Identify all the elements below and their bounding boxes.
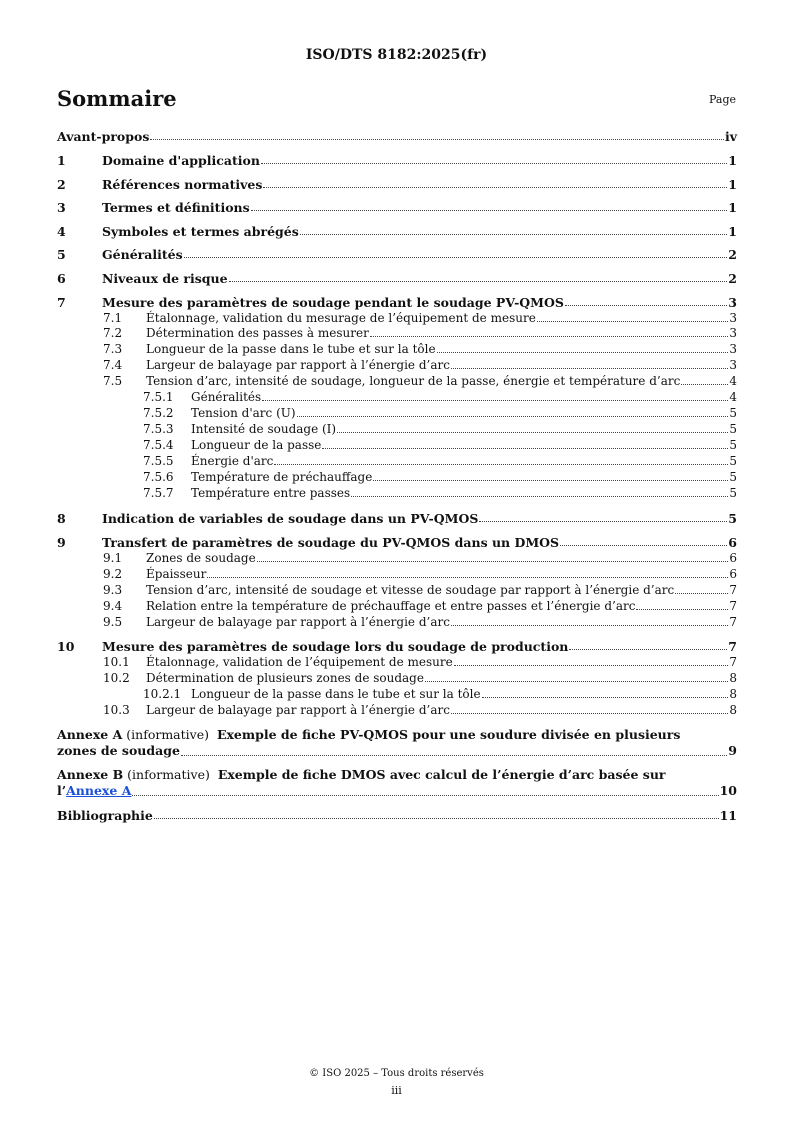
toc-entry[interactable] <box>57 407 737 420</box>
toc-leader <box>373 480 728 481</box>
toc-entry[interactable] <box>57 552 737 565</box>
toc-entry-page: 1 <box>728 200 737 215</box>
toc-entry-page: 5 <box>728 511 737 526</box>
toc-entry-label: Détermination des passes à mesurer <box>146 326 369 340</box>
toc-entry-number: 5 <box>57 247 66 262</box>
toc-entry[interactable] <box>57 672 737 685</box>
toc-entry[interactable] <box>57 455 737 468</box>
toc-entry-label: Mesure des paramètres de soudage lors du soudage de production <box>102 639 569 654</box>
toc-entry[interactable] <box>57 343 737 356</box>
toc-entry-label: Longueur de la passe <box>191 438 322 452</box>
toc-leader <box>681 384 728 385</box>
annex-b-title-line1: Exemple de fiche DMOS avec calcul de l’énergie d’arc basée sur <box>217 767 666 782</box>
toc-leader <box>322 448 728 449</box>
toc-entry-label: Relation entre la température de préchauffage et entre passes et l’énergie d’arc <box>146 599 636 613</box>
toc-leader <box>565 305 727 306</box>
annex-b-page: 10 <box>719 783 737 798</box>
toc-entry[interactable] <box>57 423 737 436</box>
toc-leader <box>636 609 728 610</box>
toc-entry-number: 7.2 <box>103 326 123 340</box>
toc-entry-label: Transfert de paramètres de soudage du PV-QMOS dans un DMOS <box>102 535 560 550</box>
toc-entry-page: 5 <box>729 454 737 468</box>
toc-leader <box>451 713 728 714</box>
toc-leader <box>569 649 727 650</box>
toc-leader <box>150 139 724 140</box>
toc-entry-number: 9.1 <box>103 551 123 565</box>
toc-entry-page: 1 <box>728 177 737 192</box>
toc-entry-number: 7.4 <box>103 358 123 372</box>
toc-entry-number: 1 <box>57 153 66 168</box>
annex-a-title-line2: zones de soudage <box>57 743 180 758</box>
toc-entry-number: 9.5 <box>103 615 123 629</box>
toc-entry-label: Avant-propos <box>57 129 150 144</box>
toc-leader <box>132 795 718 796</box>
toc-entry[interactable] <box>57 616 737 629</box>
toc-entry-label: Références normatives <box>102 177 263 192</box>
page-column-label: Page <box>709 93 737 106</box>
toc-entry-page: 3 <box>729 326 737 340</box>
toc-entry-page: 3 <box>729 358 737 372</box>
toc-entry-number: 2 <box>57 177 66 192</box>
toc-entry-number: 7.5.3 <box>143 422 174 436</box>
toc-leader <box>229 281 728 282</box>
toc-entry[interactable] <box>57 600 737 613</box>
toc-entry-number: 9 <box>57 535 66 550</box>
toc-entry-page: 8 <box>729 671 737 685</box>
toc-leader <box>297 416 729 417</box>
toc-entry-number: 4 <box>57 224 66 239</box>
toc-entry-label: Intensité de soudage (I) <box>191 422 337 436</box>
toc-leader <box>479 521 727 522</box>
toc-entry-page: 1 <box>728 224 737 239</box>
toc-leader <box>181 755 727 756</box>
toc-bibliography[interactable] <box>57 809 737 822</box>
toc-entry-page: 6 <box>728 535 737 550</box>
toc-annex-a[interactable] <box>57 727 737 759</box>
toc-entry-page: 4 <box>729 390 737 404</box>
toc-leader <box>154 818 719 819</box>
toc-entry-number: 7.5.4 <box>143 438 174 452</box>
toc-entry[interactable] <box>57 327 737 340</box>
toc-entry-number: 7.5 <box>103 374 123 388</box>
toc-entry-number: 7 <box>57 295 66 310</box>
toc-entry-number: 7.5.6 <box>143 470 174 484</box>
toc-leader <box>675 593 728 594</box>
toc-leader <box>262 400 728 401</box>
toc-entry-number: 6 <box>57 271 66 286</box>
toc-entry-number: 10.3 <box>103 703 130 717</box>
toc-entry-label: Épaisseur <box>146 567 207 581</box>
toc-leader <box>425 681 728 682</box>
toc-entry-page: 3 <box>728 295 737 310</box>
toc-entry[interactable] <box>57 272 737 285</box>
toc-entry-label: Énergie d'arc <box>191 454 274 468</box>
toc-entry-label: Domaine d'application <box>102 153 260 168</box>
toc-entry-label: Étalonnage, validation de l’équipement de mesure <box>146 655 453 669</box>
toc-entry-label: Largeur de balayage par rapport à l’énergie d’arc <box>146 615 450 629</box>
toc-entry[interactable] <box>57 375 737 388</box>
toc-leader <box>251 210 728 211</box>
toc-leader <box>337 432 728 433</box>
toc-entry[interactable] <box>57 536 737 549</box>
annex-b-title-line2-prefix: l’ <box>57 783 67 798</box>
toc-leader <box>560 545 727 546</box>
toc-entry-page: 5 <box>729 422 737 436</box>
toc-entry-label: Longueur de la passe dans le tube et sur la tôle <box>191 687 481 701</box>
toc-entry-number: 10.1 <box>103 655 130 669</box>
toc-entry-page: 5 <box>729 470 737 484</box>
toc-entry[interactable] <box>57 704 737 717</box>
annex-a-type: (informative) <box>126 727 209 742</box>
toc-entry[interactable] <box>57 359 737 372</box>
toc-entry-page: 8 <box>729 703 737 717</box>
toc-entry-number: 7.5.5 <box>143 454 174 468</box>
toc-entry-page: 4 <box>729 374 737 388</box>
toc-entry-number: 3 <box>57 200 66 215</box>
toc-entry-number: 7.5.7 <box>143 486 174 500</box>
toc-leader <box>257 561 729 562</box>
toc-entry[interactable] <box>57 568 737 581</box>
toc-leader <box>370 336 729 337</box>
toc-entry-number: 10.2 <box>103 671 130 685</box>
toc-entry[interactable] <box>57 439 737 452</box>
toc-entry-label: Largeur de balayage par rapport à l’énergie d’arc <box>146 358 450 372</box>
toc-entry-label: Température entre passes <box>191 486 351 500</box>
toc-entry-label: Généralités <box>191 390 262 404</box>
toc-entry-label: Étalonnage, validation du mesurage de l’équipement de mesure <box>146 311 536 325</box>
toc-leader <box>482 697 729 698</box>
toc-entry-page: 7 <box>729 655 737 669</box>
toc-entry-page: iv <box>724 129 737 144</box>
toc-entry-page: 7 <box>729 615 737 629</box>
toc-entry-label: Zones de soudage <box>146 551 256 565</box>
toc-entry-label: Indication de variables de soudage dans un PV-QMOS <box>102 511 479 526</box>
toc-entry[interactable] <box>57 471 737 484</box>
toc-entry[interactable] <box>57 225 737 238</box>
toc-entry[interactable] <box>57 391 737 404</box>
toc-leader <box>351 496 728 497</box>
toc-entry[interactable] <box>57 130 737 143</box>
toc-entry-number: 10 <box>57 639 75 654</box>
toc-entry-label: Température de préchauffage <box>191 470 373 484</box>
annex-a-link[interactable]: Annexe A <box>66 783 132 798</box>
toc-entry-label: Longueur de la passe dans le tube et sur la tôle <box>146 342 436 356</box>
toc-leader <box>537 321 729 322</box>
toc-entry-page: 7 <box>728 639 737 654</box>
toc-entry-number: 7.5.2 <box>143 406 174 420</box>
toc-entry-number: 8 <box>57 511 66 526</box>
toc-entry-page: 5 <box>729 486 737 500</box>
toc-entry-number: 7.5.1 <box>143 390 174 404</box>
footer-copyright: © ISO 2025 – Tous droits réservés <box>309 1068 484 1079</box>
toc-entry-label: Tension d’arc, intensité de soudage et vitesse de soudage par rapport à l’énergie d’arc <box>146 583 675 597</box>
toc-entry-label: Symboles et termes abrégés <box>102 224 299 239</box>
toc-leader <box>263 187 727 188</box>
toc-entry-number: 9.2 <box>103 567 123 581</box>
toc-entry[interactable] <box>57 312 737 325</box>
toc-entry-number: 9.4 <box>103 599 123 613</box>
toc-entry-page: 6 <box>729 551 737 565</box>
toc-entry-label: Détermination de plusieurs zones de soudage <box>146 671 424 685</box>
annex-b-type: (informative) <box>127 767 210 782</box>
bibliography-page: 11 <box>719 808 737 823</box>
toc-entry-number: 7.1 <box>103 311 123 325</box>
toc-entry[interactable] <box>57 296 737 309</box>
toc-leader <box>454 665 729 666</box>
toc-annex-b[interactable] <box>57 767 737 799</box>
toc-entry-label: Niveaux de risque <box>102 271 228 286</box>
annex-a-prefix: Annexe A <box>57 727 123 742</box>
bibliography-label: Bibliographie <box>57 808 153 823</box>
toc-entry-page: 5 <box>729 406 737 420</box>
toc-entry[interactable] <box>57 248 737 261</box>
page-title: Sommaire <box>57 86 177 111</box>
toc-entry-label: Généralités <box>102 247 183 262</box>
toc-leader <box>300 234 728 235</box>
toc-entry-label: Termes et définitions <box>102 200 250 215</box>
toc-entry-page: 2 <box>728 247 737 262</box>
toc-entry-number: 7.3 <box>103 342 123 356</box>
annex-a-title-line1: Exemple de fiche PV-QMOS pour une soudure divisée en plusieurs <box>216 727 681 742</box>
toc-entry-page: 5 <box>729 438 737 452</box>
toc-entry[interactable] <box>57 640 737 653</box>
toc-entry[interactable] <box>57 154 737 167</box>
toc-entry-page: 7 <box>729 583 737 597</box>
toc-entry-page: 3 <box>729 342 737 356</box>
toc-leader <box>184 257 728 258</box>
toc-entry-label: Mesure des paramètres de soudage pendant le soudage PV-QMOS <box>102 295 564 310</box>
toc-entry[interactable] <box>57 487 737 500</box>
toc-entry-page: 1 <box>728 153 737 168</box>
toc-entry-page: 2 <box>728 271 737 286</box>
toc-entry-label: Largeur de balayage par rapport à l’énergie d’arc <box>146 703 450 717</box>
toc-leader <box>207 577 728 578</box>
footer-page-number: iii <box>391 1084 402 1097</box>
toc-leader <box>437 352 729 353</box>
toc-leader <box>451 368 728 369</box>
toc-entry[interactable] <box>57 178 737 191</box>
toc-entry[interactable] <box>57 512 737 525</box>
toc-leader <box>261 163 727 164</box>
toc-entry-label: Tension d’arc, intensité de soudage, longueur de la passe, énergie et température d’arc <box>146 374 681 388</box>
toc-leader <box>451 625 728 626</box>
toc-entry-page: 8 <box>729 687 737 701</box>
toc-entry[interactable] <box>57 584 737 597</box>
toc-entry-page: 6 <box>729 567 737 581</box>
annex-a-page: 9 <box>728 743 737 758</box>
document-header: ISO/DTS 8182:2025(fr) <box>305 47 488 63</box>
annex-b-prefix: Annexe B <box>57 767 124 782</box>
toc-entry[interactable] <box>57 688 737 701</box>
toc-entry[interactable] <box>57 201 737 214</box>
toc-entry-page: 7 <box>729 599 737 613</box>
toc-entry-label: Tension d'arc (U) <box>191 406 296 420</box>
toc-entry-number: 10.2.1 <box>143 687 182 701</box>
toc-leader <box>274 464 728 465</box>
toc-entry[interactable] <box>57 656 737 669</box>
toc-entry-page: 3 <box>729 311 737 325</box>
toc-entry-number: 9.3 <box>103 583 123 597</box>
